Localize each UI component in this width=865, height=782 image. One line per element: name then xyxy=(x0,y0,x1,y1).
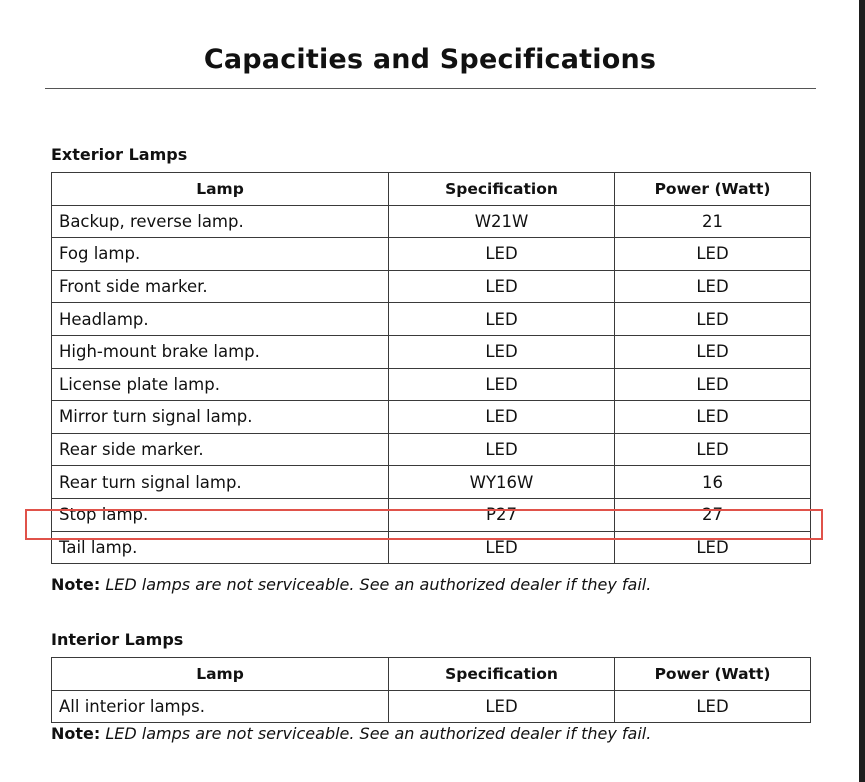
specification-cell: LED xyxy=(389,401,615,434)
lamp-cell: Headlamp. xyxy=(52,303,389,336)
table-row xyxy=(52,531,811,564)
note-text: LED lamps are not serviceable. See an authorized dealer if they fail. xyxy=(105,575,652,594)
interior-lamps-heading: Interior Lamps xyxy=(51,630,184,649)
exterior-lamps-heading: Exterior Lamps xyxy=(51,145,188,164)
power-cell: LED xyxy=(615,531,811,564)
lamp-cell: Backup, reverse lamp. xyxy=(52,205,389,238)
lamp-cell: License plate lamp. xyxy=(52,368,389,401)
table-row xyxy=(52,401,811,434)
table-row-highlighted xyxy=(52,498,811,531)
specification-cell: LED xyxy=(389,531,615,564)
power-cell: 21 xyxy=(615,205,811,238)
power-cell: LED xyxy=(615,690,811,723)
lamp-cell: Rear side marker. xyxy=(52,433,389,466)
column-header-lamp: Lamp xyxy=(52,173,389,206)
specification-cell: LED xyxy=(389,368,615,401)
table-row xyxy=(52,303,811,336)
specification-cell: LED xyxy=(389,270,615,303)
lamp-cell: Fog lamp. xyxy=(52,238,389,271)
table-row xyxy=(52,335,811,368)
note-label: Note: xyxy=(51,724,101,743)
table-row xyxy=(52,270,811,303)
specification-cell: WY16W xyxy=(389,466,615,499)
specification-cell: LED xyxy=(389,238,615,271)
specification-cell: W21W xyxy=(389,205,615,238)
interior-note xyxy=(51,724,651,743)
power-cell: LED xyxy=(615,270,811,303)
table-header-row xyxy=(52,658,811,691)
power-cell: LED xyxy=(615,238,811,271)
table-row xyxy=(52,690,811,723)
specification-cell: P27 xyxy=(389,498,615,531)
power-cell: LED xyxy=(615,335,811,368)
page-title: Capacities and Specifications xyxy=(203,44,657,75)
lamp-cell: Front side marker. xyxy=(52,270,389,303)
exterior-note xyxy=(51,575,651,594)
title-divider xyxy=(45,88,816,89)
power-cell: LED xyxy=(615,368,811,401)
table-row xyxy=(52,368,811,401)
column-header-lamp: Lamp xyxy=(52,658,389,691)
power-cell: 16 xyxy=(615,466,811,499)
lamp-cell: Tail lamp. xyxy=(52,531,389,564)
table-header-row xyxy=(52,173,811,206)
column-header-specification: Specification xyxy=(389,658,615,691)
note-label: Note: xyxy=(51,575,101,594)
column-header-power: Power (Watt) xyxy=(615,173,811,206)
column-header-specification: Specification xyxy=(389,173,615,206)
specification-cell: LED xyxy=(389,335,615,368)
power-cell: LED xyxy=(615,401,811,434)
column-header-power: Power (Watt) xyxy=(615,658,811,691)
lamp-cell: All interior lamps. xyxy=(52,690,389,723)
table-row xyxy=(52,238,811,271)
note-text: LED lamps are not serviceable. See an authorized dealer if they fail. xyxy=(105,724,652,743)
lamp-cell: High-mount brake lamp. xyxy=(52,335,389,368)
interior-lamps-table xyxy=(51,657,811,723)
table-row xyxy=(52,466,811,499)
table-row xyxy=(52,433,811,466)
specification-cell: LED xyxy=(389,690,615,723)
window-edge xyxy=(859,0,865,782)
lamp-cell: Mirror turn signal lamp. xyxy=(52,401,389,434)
power-cell: 27 xyxy=(615,498,811,531)
specification-cell: LED xyxy=(389,303,615,336)
lamp-cell: Rear turn signal lamp. xyxy=(52,466,389,499)
exterior-lamps-table xyxy=(51,172,811,564)
lamp-cell: Stop lamp. xyxy=(52,498,389,531)
specification-cell: LED xyxy=(389,433,615,466)
power-cell: LED xyxy=(615,433,811,466)
table-row xyxy=(52,205,811,238)
power-cell: LED xyxy=(615,303,811,336)
